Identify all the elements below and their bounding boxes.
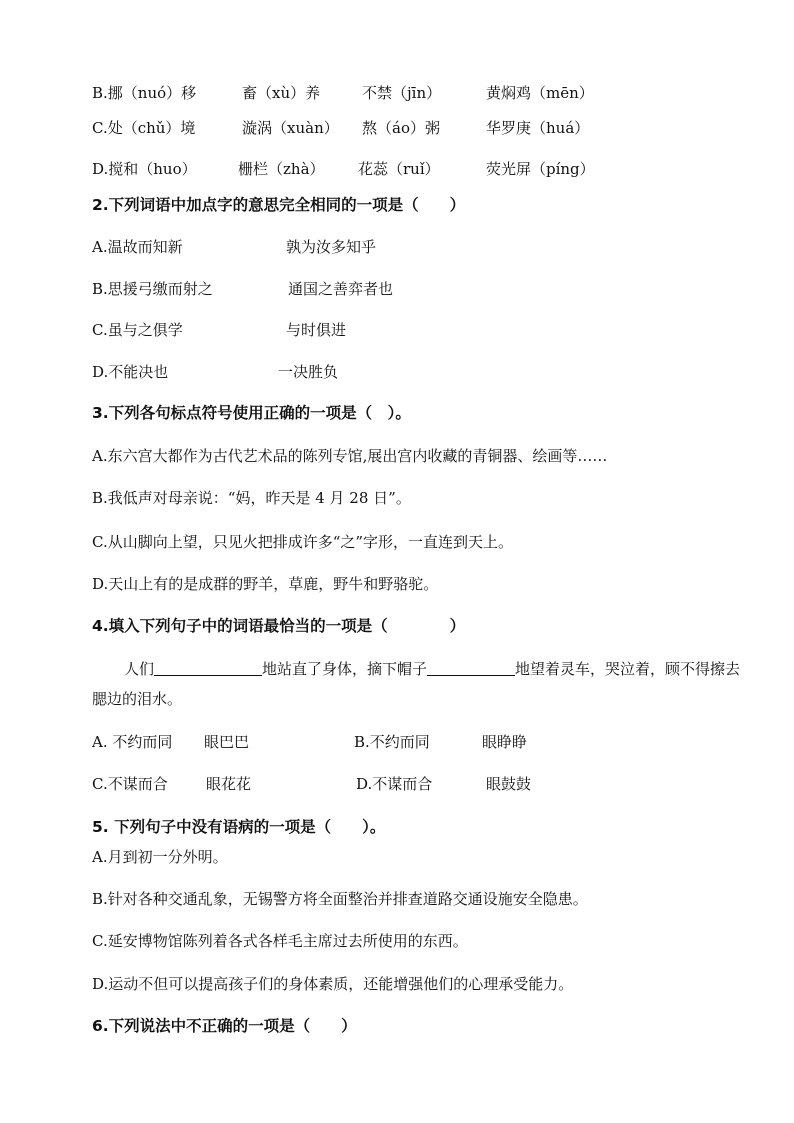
q4-title: 4.填入下列句子中的词语最恰当的一项是（ ） <box>92 617 466 635</box>
q4-stem-part1: 人们 <box>124 660 155 678</box>
q1-b-1: B.挪（nuó）移 <box>92 84 197 102</box>
q4-stem <box>92 654 744 714</box>
q3-option-d: D.天山上有的是成群的野羊，草鹿，野牛和野骆驼。 <box>92 575 439 593</box>
q1-b-3: 不禁（jīn） <box>362 84 442 102</box>
q4-options-row1 <box>92 730 754 754</box>
q3-option-c: C.从山脚向上望，只见火把排成许多“之”字形，一直连到天上。 <box>92 533 514 551</box>
q2-b-left: B.思援弓缴而射之 <box>92 280 213 298</box>
q3-option-a: A.东六宫大都作为古代艺术品的陈列专馆,展出宫内收藏的青铜器、绘画等…… <box>92 447 608 465</box>
q4-a-2: 眼巴巴 <box>204 733 250 751</box>
q5-option-b: B.针对各种交通乱象，无锡警方将全面整治并排查道路交通设施安全隐患。 <box>92 890 588 908</box>
q2-c-right: 与时俱进 <box>286 321 347 339</box>
q4-stem-part2: 地站直了身体，摘下帽子 <box>262 660 428 678</box>
q4-options-row2 <box>92 772 754 796</box>
q1-d-1: D.搅和（huo） <box>92 160 197 178</box>
q2-c-left: C.虽与之俱学 <box>92 321 183 339</box>
q2-option-d <box>92 360 754 384</box>
q4-b-2: 眼睁睁 <box>482 733 528 751</box>
q1-row-c <box>92 116 754 140</box>
q2-b-right: 通国之善弈者也 <box>288 280 394 298</box>
q1-d-3: 花蕊（ruǐ） <box>358 160 440 178</box>
q4-c-1: C.不谋而合 <box>92 775 168 793</box>
q4-blank-2[interactable] <box>427 657 515 676</box>
q4-blank-1[interactable] <box>154 657 262 676</box>
q1-row-b <box>92 81 754 105</box>
q5-option-c: C.延安博物馆陈列着各式各样毛主席过去所使用的东西。 <box>92 932 468 950</box>
q1-row-d <box>92 157 754 181</box>
q4-a-1: A. 不约而同 <box>92 733 173 751</box>
q4-stem-part3: 地望着灵车，哭泣着，顾不得擦去腮边的泪水。 <box>92 660 741 708</box>
q2-option-c <box>92 318 754 342</box>
q3-title: 3.下列各句标点符号使用正确的一项是（ ）。 <box>92 404 411 422</box>
q1-b-4: 黄焖鸡（mēn） <box>486 84 594 102</box>
q5-option-a: A.月到初一分外明。 <box>92 848 228 866</box>
q4-d-1: D.不谋而合 <box>356 775 433 793</box>
q2-option-a <box>92 235 754 259</box>
q2-option-b <box>92 277 754 301</box>
q1-c-3: 熬（áo）粥 <box>362 119 440 137</box>
q2-title: 2.下列词语中加点字的意思完全相同的一项是（ ） <box>92 196 466 214</box>
q3-option-b: B.我低声对母亲说：“妈，昨天是 4 月 28 日”。 <box>92 489 411 507</box>
q1-d-4: 荧光屏（píng） <box>486 160 595 178</box>
q1-c-4: 华罗庚（huá） <box>486 119 590 137</box>
q1-c-2: 漩涡（xuàn） <box>242 119 339 137</box>
q5-option-d: D.运动不但可以提高孩子们的身体素质，还能增强他们的心理承受能力。 <box>92 975 574 993</box>
q6-title: 6.下列说法中不正确的一项是（ ） <box>92 1017 357 1035</box>
q2-a-right: 孰为汝多知乎 <box>286 238 377 256</box>
q2-d-right: 一决胜负 <box>278 363 339 381</box>
q2-a-left: A.温故而知新 <box>92 238 183 256</box>
q1-c-1: C.处（chǔ）境 <box>92 119 196 137</box>
q2-d-left: D.不能决也 <box>92 363 169 381</box>
q5-title: 5. 下列句子中没有语病的一项是（ ）。 <box>92 818 386 836</box>
q4-d-2: 眼鼓鼓 <box>486 775 532 793</box>
q4-b-1: B.不约而同 <box>354 733 430 751</box>
q4-c-2: 眼花花 <box>206 775 252 793</box>
q1-d-2: 栅栏（zhà） <box>238 160 325 178</box>
q1-b-2: 畜（xù）养 <box>242 84 321 102</box>
